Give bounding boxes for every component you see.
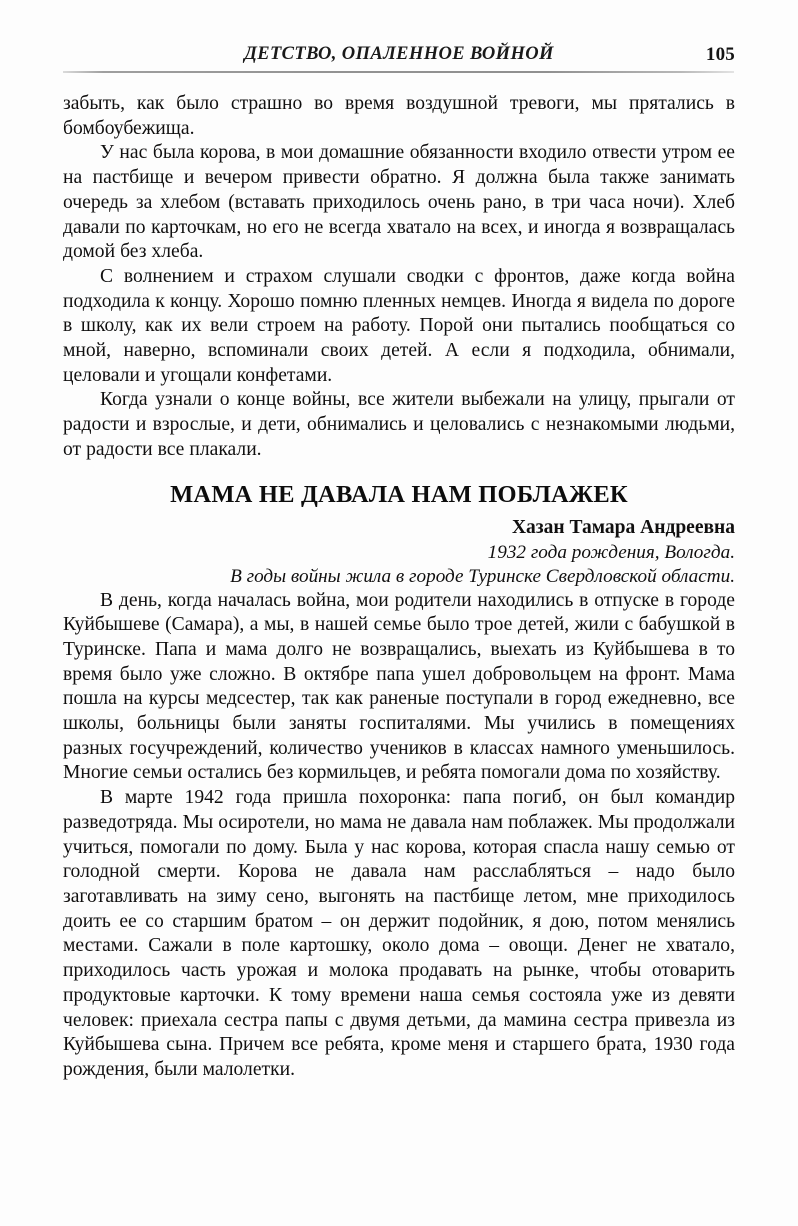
story-paragraph: В день, когда началась война, мои родители находились в отпуске в городе Куйбышеве (Самара), а мы, в нашей семье было трое детей, жили с бабушкой в Туринске. Папа и мама долго не возвращались, выехать из Куйбышева в то время было уже сложно. В октябре папа ушел добровольцем на фронт. Мама пошла на курсы медсестер, так как раненые поступали в город ежедневно, все школы, больницы были заняты госпиталями. Мы учились в помещениях разных госучреждений, количество учеников в классах намного уменьшилось. Многие семьи остались без кормильцев, и ребята помогали дома по хозяйству. — [63, 589, 735, 784]
paragraph: Когда узнали о конце войны, все жители выбежали на улицу, прыгали от радости и взрослые, и дети, обнимались и целовались с незнакомыми людьми, от радости все плакали. — [63, 389, 735, 460]
paragraph: С волнением и страхом слушали сводки с фронтов, даже когда война подходила к концу. Хорошо помню пленных немцев. Иногда я видела по дороге в школу, как их вели строем на работу. Порой они пытались пообщаться со мной, наверно, вспоминали своих детей. А если я подходила, обнимали, целовали и угощали конфетами. — [63, 265, 735, 386]
header-divider-rule — [63, 71, 734, 73]
story-title: МАМА НЕ ДАВАЛА НАМ ПОБЛАЖЕК — [170, 480, 628, 508]
running-head — [63, 44, 735, 68]
story-birth-info: 1932 года рождения, Вологда. — [487, 541, 735, 563]
story-war-residence: В годы войны жила в городе Туринске Свердловской области. — [230, 566, 735, 588]
story-author: Хазан Тамара Андреевна — [511, 516, 735, 538]
paragraph: У нас была корова, в мои домашние обязанности входило отвести утром ее на пастбище и вечером привести обратно. Я должна была также занимать очередь за хлебом (вставать приходилось очень рано, в три часа ночи). Хлеб давали по карточкам, но его не всегда хватало на всех, и иногда я возвращалась домой без хлеба. — [63, 142, 735, 263]
text-column — [63, 92, 735, 1083]
story-paragraph: В марте 1942 года пришла похоронка: папа погиб, он был командир разведотряда. Мы осиротели, но мама не давала нам поблажек. Мы продолжали учиться, помогали по дому. Была у нас корова, которая спасла нашу семью от голодной смерти. Корова не давала нам расслабляться – надо было заготавливать на зиму сено, выгонять на пастбище летом, мне приходилось доить ее со старшим братом – он держит подойник, я дою, потом менялись местами. Сажали в поле картошку, около дома – овощи. Денег не хватало, приходилось часть урожая и молока продавать на рынке, чтобы отоварить продуктовые карточки. К тому времени наша семья состояла уже из девяти человек: приехала сестра папы с двумя детьми, да мамина сестра привезла из Куйбышева сына. Причем все ребята, кроме меня и старшего брата, 1930 года рождения, были малолетки. — [63, 787, 735, 1080]
story-heading-block — [63, 480, 735, 589]
running-head-title: ДЕТСТВО, ОПАЛЕННОЕ ВОЙНОЙ — [244, 44, 554, 64]
paragraph-continuation: забыть, как было страшно во время воздушной тревоги, мы прятались в бомбоубежища. — [63, 93, 735, 139]
page-number: 105 — [705, 44, 735, 65]
